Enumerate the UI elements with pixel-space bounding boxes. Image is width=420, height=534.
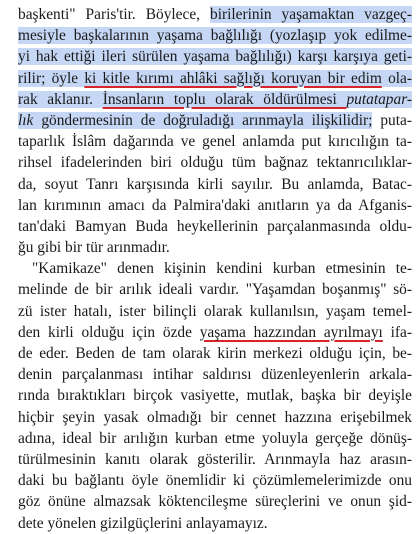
text-line: [18, 89, 412, 110]
underlined-text: yaşama hazzından ayrılmayı: [199, 323, 383, 341]
text-line: daki bu bağlantı öyle önemlidir ki çözümlemelerimizde onu: [18, 472, 412, 490]
paragraph-1: [18, 4, 412, 258]
text-line: zü ister hatalı, ister bilinçli olarak kullanılsın, yaşam temel-: [18, 302, 412, 320]
highlighted-text: mesiyle başkalarının yaşama bağlılığı (yozlaşıp yok edilme-: [18, 27, 412, 45]
text-line: de eder. Beden de tam olarak kirin merkezi olduğu için, be-: [18, 345, 412, 362]
highlighted-italic-text: lık: [18, 111, 34, 129]
text-line: dete yönelen gizilgüçlerini anlayamayız.: [18, 514, 268, 532]
text-line: "Kamikaze" denen kişinin kendini kurban etmesinin te-: [32, 260, 412, 278]
text-line: da, soyut Tanrı karşısında kirli sayılır. Bu anlamda, Batac-: [18, 175, 412, 193]
text-run: den kirli olduğu için özde: [18, 323, 200, 341]
highlighted-text: ola-: [381, 69, 413, 87]
highlighted-text: rilir; öyle: [18, 69, 85, 87]
highlighted-text: birilerinin yaşamaktan vazgeç-: [210, 6, 413, 23]
highlighted-italic-text: putatapar-: [346, 90, 412, 108]
text-line: melinde de bir arılık ideali vardır. "Yaşamdan boşanmış" sö-: [18, 281, 412, 299]
text-line: tan'daki Bamyan Buda heykellerinin parçalanmasında oldu-: [18, 217, 412, 235]
underlined-highlighted-text: İnsanların toplu olarak öldürülmesi: [102, 90, 347, 108]
text-run: başkenti" Paris'tir. Böylece,: [18, 6, 211, 23]
text-line: ğu gibi bir tür arınmadır.: [18, 239, 170, 257]
highlighted-text: rak aklanır.: [18, 90, 103, 108]
text-line: adına, ideal bir arılığın kurban etme yoluyla gerçeğe dönüş-: [18, 429, 412, 447]
text-body: [18, 4, 412, 534]
highlighted-text: yi hak ettiği ileri sürülen yaşama bağlılığı) karşı karşıya geti-: [18, 48, 412, 66]
text-line: lan kırımının amacı da Palmira'daki anıtların ya da Afganis-: [18, 196, 412, 214]
paragraph-2: [18, 258, 412, 533]
highlighted-text: göndermesinin de doğruladığı arınmayla ilişkilidir;: [33, 111, 373, 129]
text-line: [18, 25, 412, 46]
text-line: denin parçalanması intihar saldırısı düzenleyenlerin arkala-: [18, 366, 412, 384]
text-line: [18, 322, 412, 343]
underlined-highlighted-text: ki kitle kırımı ahlâki sağlığı koruyan bir edim: [84, 69, 382, 87]
text-line: [18, 46, 412, 67]
text-run: ifa-: [382, 323, 412, 341]
text-line: taparlık İslâm dağarında ve genel anlamda put kırıcılığın ta-: [18, 133, 412, 151]
text-line: [18, 4, 412, 25]
text-line: hiçbir şeyin yasak olmadığı bir cennet hazzına erişebilmek: [18, 408, 412, 426]
text-line: rında bıraktıkları birçok vasiyette, mutlak, başka bir deyişle: [18, 387, 412, 405]
text-line: rihsel ifadelerinden biri olduğu tüm bağnaz tektanrıcılıklar-: [18, 154, 412, 172]
text-run: puta-: [372, 111, 412, 129]
text-line: [18, 110, 412, 131]
text-line: [18, 68, 412, 89]
text-line: türülmesinin kanıtı olarak gösterilir. Arınmayla haz arasın-: [18, 450, 412, 468]
text-line: göz önüne almazsak köktencileşme süreçlerini ve onun şid-: [18, 493, 412, 511]
